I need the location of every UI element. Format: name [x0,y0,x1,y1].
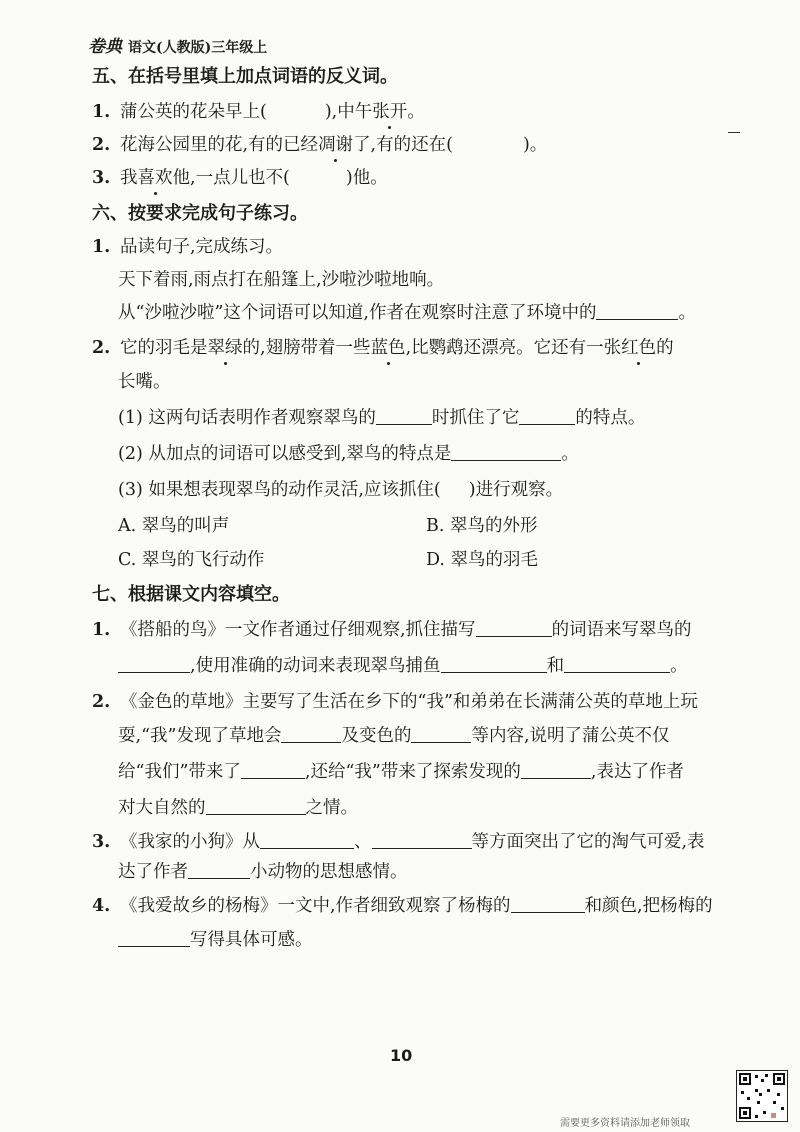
dotted-word: 翠绿 [208,334,243,359]
dotted-word: 蓝色 [371,334,406,359]
margin-dash [728,132,740,133]
answer-blank[interactable] [411,726,471,743]
option-d[interactable]: D. 翠鸟的羽毛 [426,550,539,570]
s5-question-3: 3. 我喜欢他,一点儿也不( )他。 [92,164,388,189]
section-6-title: 六、按要求完成句子练习。 [92,203,308,224]
answer-blank[interactable] [118,930,190,947]
answer-blank[interactable] [564,656,670,673]
subject-label: 语文(人教版)三年级上 [128,40,268,56]
s7-q3-line1: 3. 《我家的小狗》从 、 等方面突出了它的淘气可爱,表 [92,832,705,852]
s7-q2-line3: 给“我们”带来了 ,还给“我”带来了探索发现的 ,表达了作者 [118,762,684,782]
section-5-title: 五、在括号里填上加点词语的反义词。 [92,66,398,87]
answer-blank[interactable] [260,832,354,849]
brand-logo: 卷典 [88,37,122,57]
s7-q1-line1: 1. 《搭船的鸟》一文作者通过仔细观察,抓住描写 的词语来写翠鸟的 [92,620,692,640]
question-number: 1. [92,102,111,122]
answer-blank[interactable] [521,762,591,779]
s6-question-2-line2: 长嘴。 [118,372,171,392]
answer-blank[interactable] [596,303,678,320]
answer-blank[interactable] [118,656,190,673]
s7-q2-line2: 耍,“我”发现了草地会 及变色的 等内容,说明了蒲公英不仅 [118,726,670,746]
answer-blank[interactable] [206,798,306,815]
qr-code[interactable] [736,1070,788,1122]
dotted-word: 张开 [372,98,407,123]
s6-q1-ask: 从“沙啦沙啦”这个词语可以知道,作者在观察时注意了环境中的 。 [118,303,696,323]
answer-blank[interactable] [451,444,561,461]
option-b[interactable]: B. 翠鸟的外形 [426,516,538,536]
answer-blank[interactable] [376,408,432,425]
s7-q1-line2: ,使用准确的动词来表现翠鸟捕鱼 和 。 [118,652,688,677]
answer-blank[interactable] [281,726,341,743]
s7-q2-line1: 2. 《金色的草地》主要写了生活在乡下的“我”和弟弟在长满蒲公英的草地上玩 [92,692,698,712]
footer-note: 需要更多资料请添加老师领取 [560,1118,690,1129]
s7-q3-line2: 达了作者 小动物的思想感情。 [118,862,408,882]
qr-code-icon [737,1071,787,1121]
answer-blank[interactable] [519,408,575,425]
answer-blank[interactable] [476,620,552,637]
answer-blank[interactable] [188,862,250,879]
s7-q4-line1: 4. 《我爱故乡的杨梅》一文中,作者细致观察了杨梅的 和颜色,把杨梅的 [92,896,713,916]
answer-blank[interactable] [511,896,585,913]
s6-question-1-title: 1. 品读句子,完成练习。 [92,237,284,257]
s6-q2-sub3: (3) 如果想表现翠鸟的动作灵活,应该抓住( )进行观察。 [118,480,564,500]
s5-question-1: 1. 蒲公英的花朵早上( ),中午张开。 [92,98,425,123]
section-7-title: 七、根据课文内容填空。 [92,584,290,605]
s5-question-2: 2. 花海公园里的花,有的已经凋谢了,有的还在( )。 [92,131,547,156]
dotted-word: 凋谢 [318,131,353,156]
option-a[interactable]: A. 翠鸟的叫声 [118,516,230,536]
page-header [88,32,267,57]
page-number: 10 [390,1046,413,1065]
answer-blank[interactable] [372,832,472,849]
s6-q2-sub1: (1) 这两句话表明作者观察翠鸟的 时抓住了它 的特点。 [118,408,646,428]
option-c[interactable]: C. 翠鸟的飞行动作 [118,550,265,570]
dotted-word: 喜欢 [138,164,173,189]
s6-q2-sub2: (2) 从加点的词语可以感受到,翠鸟的特点是 。 [118,444,579,464]
s6-sentence: 天下着雨,雨点打在船篷上,沙啦沙啦地响。 [118,270,445,290]
s7-q2-line4: 对大自然的 之情。 [118,798,358,818]
answer-blank[interactable] [441,656,547,673]
s6-question-2-line1: 2. 它的羽毛是翠绿的,翅膀带着一些蓝色,比鹦鹉还漂亮。它还有一张红色的 [92,334,674,359]
dotted-word: 红色 [621,334,656,359]
s7-q4-line2: 写得具体可感。 [118,926,313,951]
answer-blank[interactable] [241,762,305,779]
